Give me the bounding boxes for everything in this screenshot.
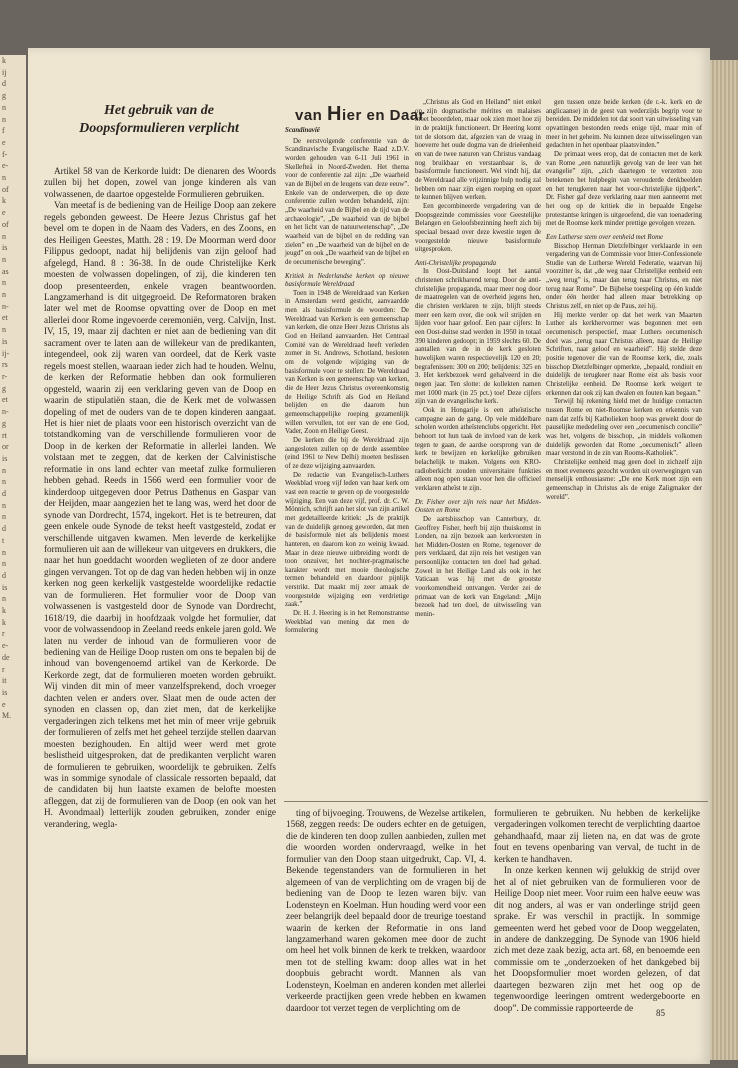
left-page-char: r- — [2, 371, 8, 381]
left-page-char: et — [2, 313, 8, 323]
left-page-char: e — [2, 208, 6, 218]
left-page-char: or — [2, 442, 9, 452]
left-page-char: n- — [2, 407, 9, 417]
left-page-char: n — [2, 500, 6, 510]
left-page-char: ij- — [2, 348, 10, 358]
article-column-3 — [494, 808, 700, 1014]
left-page-char: k — [2, 56, 6, 65]
left-page-char: is — [2, 582, 8, 592]
left-page-char: n — [2, 559, 6, 569]
left-page-char: d — [2, 524, 6, 534]
article-paragraph: formulieren te gebruiken. Nu hebben de kerkelijke vergaderingen volkomen terecht de verplichting daartoe gehandhaafd, maar zij lieten na, en dat was de grote fout en tevens openbaring van verval, de tucht in de kerken te handhaven. — [494, 808, 700, 864]
left-page-char: g — [2, 418, 6, 428]
news-paragraph: Ook in Hongarije is een atheïstische campagne aan de gang. Op vele middelbare scholen worden atheïstenclubs opgericht. Het behoort tot hun taak de invloed van de kerk tegen te gaan, de aardse oorsprong van de kerk te bewijzen en kerkelijke gebruiken belachelijk te maken. Volgens een KRO-radioberkicht zouden universitaire funkties alleen nog open staan voor hen die officieel verklaren atheïst te zijn. — [415, 406, 541, 492]
left-page-char: f — [2, 126, 5, 136]
left-page-char: e- — [2, 161, 9, 171]
left-page-char: g — [2, 91, 6, 101]
article-paragraph: Van meetaf is de bediening van de Heilige Doop aan zekere regels gebonden geweest. De Heere Jezus Christus gaf het bevel om te dopen in de Naam des Vaders, en des Zoons, en des Heiligen Geestes, Matth. 28 : 19. De Moorman werd door Filippus gedoopt, nadat hij belijdenis van zijn geloof had afgelegd, Hand. 8 : 36-38. In de oude Christelijke Kerk moesten de volwassen dopelingen, of zij, die kinderen ten doop presenteerden, enkele vragen beantwoorden. Langzamerhand is dit uitgegroeid. De Reformatoren braken later wel met de Roomse opvatting over de Doop en met allerlei door Rome ingevoerde ceremoniën, verg. Calvijn, Inst. IV, 15, 19, maar zij dachten er niet aan de bediening van dit sacrament over te laten aan de willekeur van de predikanten, integendeel, ook zij waren van oordeel, dat de Kerk vaste regels moest stellen, waaraan ieder zich had te houden. Welnu, de kerken der Reformatie hebben dan ook formulieren opgesteld, waarin zij een verklaring geven van de Doop en waarin de stipulatiën staan, die de Kerk met de volwassen dopeling of met de ouders van de te dopen kinderen aangaat. Het is hier niet de plaats voor een historisch overzicht van de totstandkoming van de verschillende formulieren voor de Doop in de kerken der Reformatie in allerlei landen. We volstaan met te zeggen, dat de kerken der Calvinistische reformatie in ons land echter van meetaf zulke formulieren hebben gehad. Reeds in 1566 werd een formulier voor de kinderdoop uitgegeven door Petrus Dathenus en Gaspar van der Heijden, maar aangezien het te lang was, werd het door de synode van Dordrecht, 1574, ingekort. Het is te betreuren, dat geen enkele oude Synode de tekst heeft vastgesteld, zodat er verschillende uitgaven kwamen. Men leverde de kerkelijke formulieren uit aan de willekeur van uitgevers en drukkers, die naar het hun goeddacht woorden weglieten of ze door andere gingen vervangen. Tot op de dag van heden hebben wij in onze kerken nog geen kerkelijk vastgestelde woordelijke redactie van de formulieren. Het formulier voor de Doop van volwassenen is vastgesteld door de Synode van Dordrecht, 1618/19, die daarbij in hoofdzaak volgde het formulier, dat voor de volwassendoop in Zeeland reeds enkele jaren gold. We laten nu verder de inhoud van de formulieren voor de bediening van de Heilige Doop rusten om ons te bepalen bij de inhoud van bovengenoemd artikel van de Kerkorde. De Kerkorde zegt, dat de formulieren moeten worden gebruikt. Wij vinden dit min of meer vanzelfsprekend, doch vroeger dachten velen er anders over. Slaat men de oude acten der synoden en classen op, dan ziet men, dat de kerkelijke vergaderingen zich telkens met het min of meer vrije gebruik der formulieren of zelfs met het geheel terzijde stellen daarvan moesten bezighouden. En altijd weer werd met grote beslistheid uitgesproken, dat de predikanten verplicht waren de formulieren te gebruiken, woordelijk te gebruiken. Zelfs was in sommige synodale of classicale ressorten bepaald, dat de candidaten bij hun laatste examen de belofte moesten afleggen, dat zij de formulieren van de Doop (en ook van het H. Avondmaal) letterlijk zouden gebruiken, zonder enige verandering, wegla- — [44, 200, 276, 829]
news-paragraph: Toen in 1948 de Wereldraad van Kerken in Amsterdam werd gesticht, aanvaardde men als basisformule de woorden: De Wereldraad van Kerken is een gemeenschap van kerken, die onze Heer Jezus Christus als God en Heiland aanvaarden. Het Centraal Comité van de Wereldraad heeft verleden zomer in St. Andrews, Schotland, besloten om de volgende wijziging van de basisformule voor te stellen: De Wereldraad van Kerken is een gemeenschap van kerken, die de Heer Jezus Christus overeenkomstig de Heilige Schrift als God en Heiland belijden en die daarom hun gemeenschappelijke roeping gezamenlijk willen vervullen, tot eer van de ene God, Vader, Zoon en Heilige Geest. — [285, 289, 409, 436]
left-page-char: it — [2, 676, 7, 686]
news-section-label: Scandinavië — [285, 127, 320, 134]
section-divider — [284, 801, 708, 802]
article-column-1 — [44, 166, 276, 830]
left-page-char: k — [2, 617, 6, 627]
news-subheading: Kritiek in Nederlandse kerken op nieuwe basisformule Wereldraad — [285, 272, 409, 289]
news-paragraph: De redactie van Evangelisch-Luthers Weekblad vroeg vijf leden van haar kerk om vast een reactie te geven op de voorgestelde wijziging. Een van deze vijf, prof. dr. C. W. Mönnich, schrijft aan het slot van zijn artikel met gedetailleerde kritiek: „Is de praktijk van de duidelijk genoeg geworden, dat men de basisformule niet als belijdenis moest hanteren, en daarom kon zo weinig kwaad. Maar in deze nieuwe uitbreiding wordt de toon onzuiver, het nochter-pragmatische karakter wordt met mooie theologische termen behandeld en daardoor pijnlijk verstrikt. Dat maakt mij zeer amaak de voorgestelde wijziging een verdrietige zaak.” — [285, 471, 409, 609]
news-paragraph: Bisschop Herman Dietzfelbinger verklaarde in een vergadering van de Commissie voor Inter-Confessionele Studie van de Lutherse Wereld Federatie, waarvan hij voorzitter is, dat „de weg naar Christelijke eenheid een „weg terug” is, maar dan terug naar Christus, en niet terug naar Rome”. De Bijbelse toespeling op één kudde onder één herder had alleen maar betrekking op Christus zelf, en niet op de Paus, zei hij. — [546, 242, 702, 311]
left-page-char: is — [2, 336, 8, 346]
left-page-char: et — [2, 395, 8, 405]
page-number: 85 — [656, 1008, 665, 1018]
news-paragraph: De eerstvolgende conferentie van de Scandinavische Evangelische Raad z.D.V. worden gehouden van 6-11 Juli 1961 in Skellefteå in Noord-Zweden. Het thema voor de conferentie zal zijn: „De waarheid van de Bijbel en de leugens van deze eeuw”. Enkele van de onderwerpen, die op deze conferentie zullen worden behandeld, zijn: „De waarheid van de Bijbel en de tijd van de archaeologie”, „De waarheid van de bijbel en het licht van de natuurwetenschap”, „De waarheid van de bijbel en de redding van zielen” en „De waarheid van de bijbel en de jeugd” en ook „De waarheid van de bijbel en de oecumenische beweging”. — [285, 137, 409, 266]
page-edges — [710, 60, 738, 1060]
news-subheading: Een Lutherse stem over eenheid met Rome — [546, 233, 664, 241]
left-page-char: de — [2, 652, 10, 662]
left-page-char: M. — [2, 711, 12, 721]
left-page-char: n — [2, 547, 6, 557]
left-page-char: n — [2, 254, 6, 264]
left-page-char: rt — [2, 430, 7, 440]
left-page-char: is — [2, 243, 8, 253]
left-page-char: ij — [2, 67, 7, 77]
left-page-char: e — [2, 699, 6, 709]
left-page-char: k — [2, 196, 6, 206]
news-subheading: Anti-Christelijke propaganda — [415, 259, 497, 267]
news-title: van Hier en Daar — [295, 103, 426, 125]
left-page-char: d — [2, 79, 6, 89]
news-column-1 — [285, 127, 409, 636]
left-page-char: as — [2, 266, 9, 276]
left-page-char: r — [2, 664, 5, 674]
left-page-char: n — [2, 594, 6, 604]
left-page-char: rs — [2, 360, 8, 370]
left-page-char: is — [2, 453, 8, 463]
left-page-char: n — [2, 325, 6, 335]
news-paragraph: De kerken die bij de Wereldraad zijn aangesloten zullen op de derde assemblee (eind 1961 te New Delhi) moeten beslissen of ze deze wijziging aanvaarden. — [285, 436, 409, 470]
left-page-char: d — [2, 489, 6, 499]
left-page-char: r — [2, 629, 5, 639]
article-column-2: ting of bijvoeging. Trouwens, de Wezelse artikelen, 1568, zeggen reeds: De ouders echter en de getuigen, die de kinderen ten doop zullen aanbieden, zullen met die woorden worden ondervraagd, welke in het formulier van den Doop staan uitgedrukt, Cap. VI, 4. Bekende tegenstanders van de formulieren in het algemeen of van de verplichting om de vragen bij de bediening van de Doop te lezen waren bijv. van Lodensteyn en Koelman. Hun houding werd voor een zeer belangrijk deel bepaald door de treurige toestand waarin de kerken der Reformatie in ons land langzamerhand waren gekomen mee door de zucht om heel het volk binnen de kerk te trekken, waardoor men tot de stelling kwam: doop alles wat in het doopbuis gebracht wordt. Mannen als van Lodensteyn, Koelman en anderen konden met allerlei verkeerde practijken geen vrede hebben en kwamen daardoor tot verzet tegen de verplichting om de — [286, 808, 486, 1013]
left-page-char: n- — [2, 301, 9, 311]
left-page-char: n — [2, 512, 6, 522]
left-page-char: n — [2, 231, 6, 241]
news-column-3 — [546, 99, 702, 502]
left-page-char: n — [2, 477, 6, 487]
left-page-char: n — [2, 465, 6, 475]
news-paragraph: „Christus als God en Heiland” niet enkel op zijn dogmatische mérites en malaises moet beoordelen, maar ook zien moet hoe zij in de praktijk functioneert. Dr Heering komt tot de slotsom dat, afgezien van de vraag in hoeverre het oude dogma van de drieëenheid en van de twee naturen van Christus vandaag nog bruikbaar en verstaanbaar is, de basisformule functioneert. Wel vindt hij, dat de Wereldraad alle vrijzinnige hulp nodig zal hebben om naar zijn eigen roeping en opzet te kunnen blijven werken. — [415, 99, 541, 202]
news-paragraph: Hij merkte verder op dat het werk van Maarten Luther als kerkhervormer was begonnen met een oecumenisch perspectief, maar Luthers oecumenisch doel was „terug naar Christus alleen, naar de Heilige Schriften, naar geloof en waarheid”. Hij stelde deze positie tegenover die van de Roomse kerk, die, zoals bisschop Dietzfelbinger opmerkte, „bepaald, rondiuit en duidelijk de terugkeer naar Rome eist als basis voor Christelijke eenheid. De Roomse kerk weigert te erkennen dat ook zij kan dwalen en fouten kan begaan.” — [546, 311, 702, 397]
news-paragraph: Dr. H. J. Heering is in het Remonstrantse Weekblad van mening dat men de formulering — [285, 610, 409, 635]
left-page-char: k — [2, 606, 6, 616]
left-page-char: f- — [2, 149, 8, 159]
news-paragraph: Christelijke eenheid mag geen doel in zichzelf zijn en moet eveneens gezocht worden uit overwegingen van menselijk enthousiasme: „De ene Kerk moet zijn een gemeenschap in Christus als de enige Zaligmaker der wereld”. — [546, 458, 702, 501]
news-subheading: Dr. Fisher over zijn reis naar het Midden-Oosten en Rome — [415, 498, 541, 515]
news-paragraph: In Oost-Duitsland loopt het aantal christenen schrikbarend terug. Door de anti-christelijke propaganda, maar meer nog door de maatregelen van de overheid jegens hen, die christen verklaren te zijn, blijft steeds meer een kern over, die ook wil strijden en lijden voor haar geloof. Een paar cijfers: In een Oost-duitse stad werden in 1950 in totaal 390 kinderen gedoopt; in 1959 slechts 60. De aantallen van de in de kerk gesloten huwelijken waren respectievelijk 120 en 20; begrafenissen: 300 en 200; belijdenis: 325 en 3. Het kerkbezoek werd gehalveerd in die negen jaar. Ten slotte: de kollekten namen met 1000 mark (in 25 pct.) toe! Deze cijfers zijn van de evangelische kerk. — [415, 268, 541, 406]
left-page-char: n — [2, 173, 6, 183]
left-page-char: of — [2, 219, 9, 229]
news-column-2 — [415, 99, 541, 620]
left-page-char: n — [2, 102, 6, 112]
article-paragraph: In onze kerken kennen wij gelukkig de strijd over het al of niet gebruiken van de formulieren voor de Heilige Doop niet meer. Voor ruim een halve eeuw was dit nog anders, al was er van onderlinge strijd geen sprake. Er was verschil in practijk. In sommige gemeenten werd het gebed voor de Doop weggelaten, in andere de dankzegging. De Synode van 1906 hield zich met deze zaak bezig, acta art. 68, en benoemde een commissie om te „onderzoeken of het dankgebed bij het Doopsformulier moet worden gelezen, of dat daartegen bezwaren zijn met het oog op de tegenwoordige leeringen omtrent wedergeboorte en doop”. De commissie rapporteerde de — [494, 865, 700, 1013]
news-paragraph: De aartsbisschop van Canterbury, dr. Geoffrey Fisher, heeft bij zijn thuiskomst in Londen, na zijn bezoek aan kerkvorsten in het Midden-Oosten en Rome, tegenover de pers verklaard, dat zijn reis het vestigen van persoonlijke contacten ten doel had gehad. Zowel in het Heilige Land als ook in het Vaticaan was hij met de grootste voorkomendheid ontvangen. Verder zei de primaat van de kerk van Engeland: „Mijn bezoek had ten doel, de uitwisseling van menin- — [415, 515, 541, 619]
left-page-char: d — [2, 570, 6, 580]
news-paragraph: Terwijl hij rekening hield met de huidige contacten tussen Rome en niet-Roomse kerken en erkennis van nam dat zelfs bij Katholieken hoop was gewekt door de pauselijke mededeling over een „oecumenisch concilie” was het, volgens de bisschop, „in middels volkomen duidelijk geworden dat Rome „oecumenisch” alleen maar verstond in de zin van Rooms-Katholiek”. — [546, 398, 702, 458]
left-page-char: of — [2, 184, 9, 194]
news-paragraph: gen tussen onze beide kerken (de r.-k. kerk en de anglicaanse) in de geest van wederzijds begrip voor te bereiden. De middelen tot dat soort van uitwisseling van opvattingen bestonden reeds enige tijd, maar min of meer in het geheim. Nu kunnen deze uitwisselingen van gedachten in het openbaar plaatsvinden.” — [546, 99, 702, 150]
left-page-char: n — [2, 278, 6, 288]
left-page-char: g — [2, 383, 6, 393]
left-page-char: e — [2, 137, 6, 147]
left-page-char: n — [2, 290, 6, 300]
left-page-fragment — [0, 55, 26, 1055]
left-page-char: n — [2, 114, 6, 124]
news-paragraph: Een gecombineerde vergadering van de Doopsgezinde commissies voor Geestelijke Belangen en Geloofsbezinning heeft zich bij speciaal besaad over deze kwestie tegen de voorgestelde nieuwe basisformule uitgesproken. — [415, 202, 541, 254]
left-page-char: t — [2, 535, 5, 545]
article-title: Het gebruik van de Doopsformulieren verplicht — [79, 103, 239, 136]
news-paragraph: De primaat wees erop, dat de contacten met de kerk van Rome „een natuurlijk gevolg van de leer van het evangelie” zijn, „zich daartegen te verzetten zou betekenen het hulpbegin van verouderde denkbeelden en het terugkeren naar het voor-christelijke tijdperk”. Dr. Fisher gaf deze verklaring naar men aanneemt met het oog op de kritiek die in bepaalde Engelse protestantse kringen is uitgeoefend, die van toenadering met de Roomse kerk minder prettige gevolgen vrezen. — [546, 150, 702, 228]
article-paragraph: Artikel 58 van de Kerkorde luidt: De dienaren des Woords zullen bij het dopen, zowel van jonge kinderen als van volwassenen, de daartoe opgestelde Formulieren gebruiken. — [44, 166, 276, 199]
left-page-char: is — [2, 687, 8, 697]
left-page-char: e- — [2, 641, 9, 651]
